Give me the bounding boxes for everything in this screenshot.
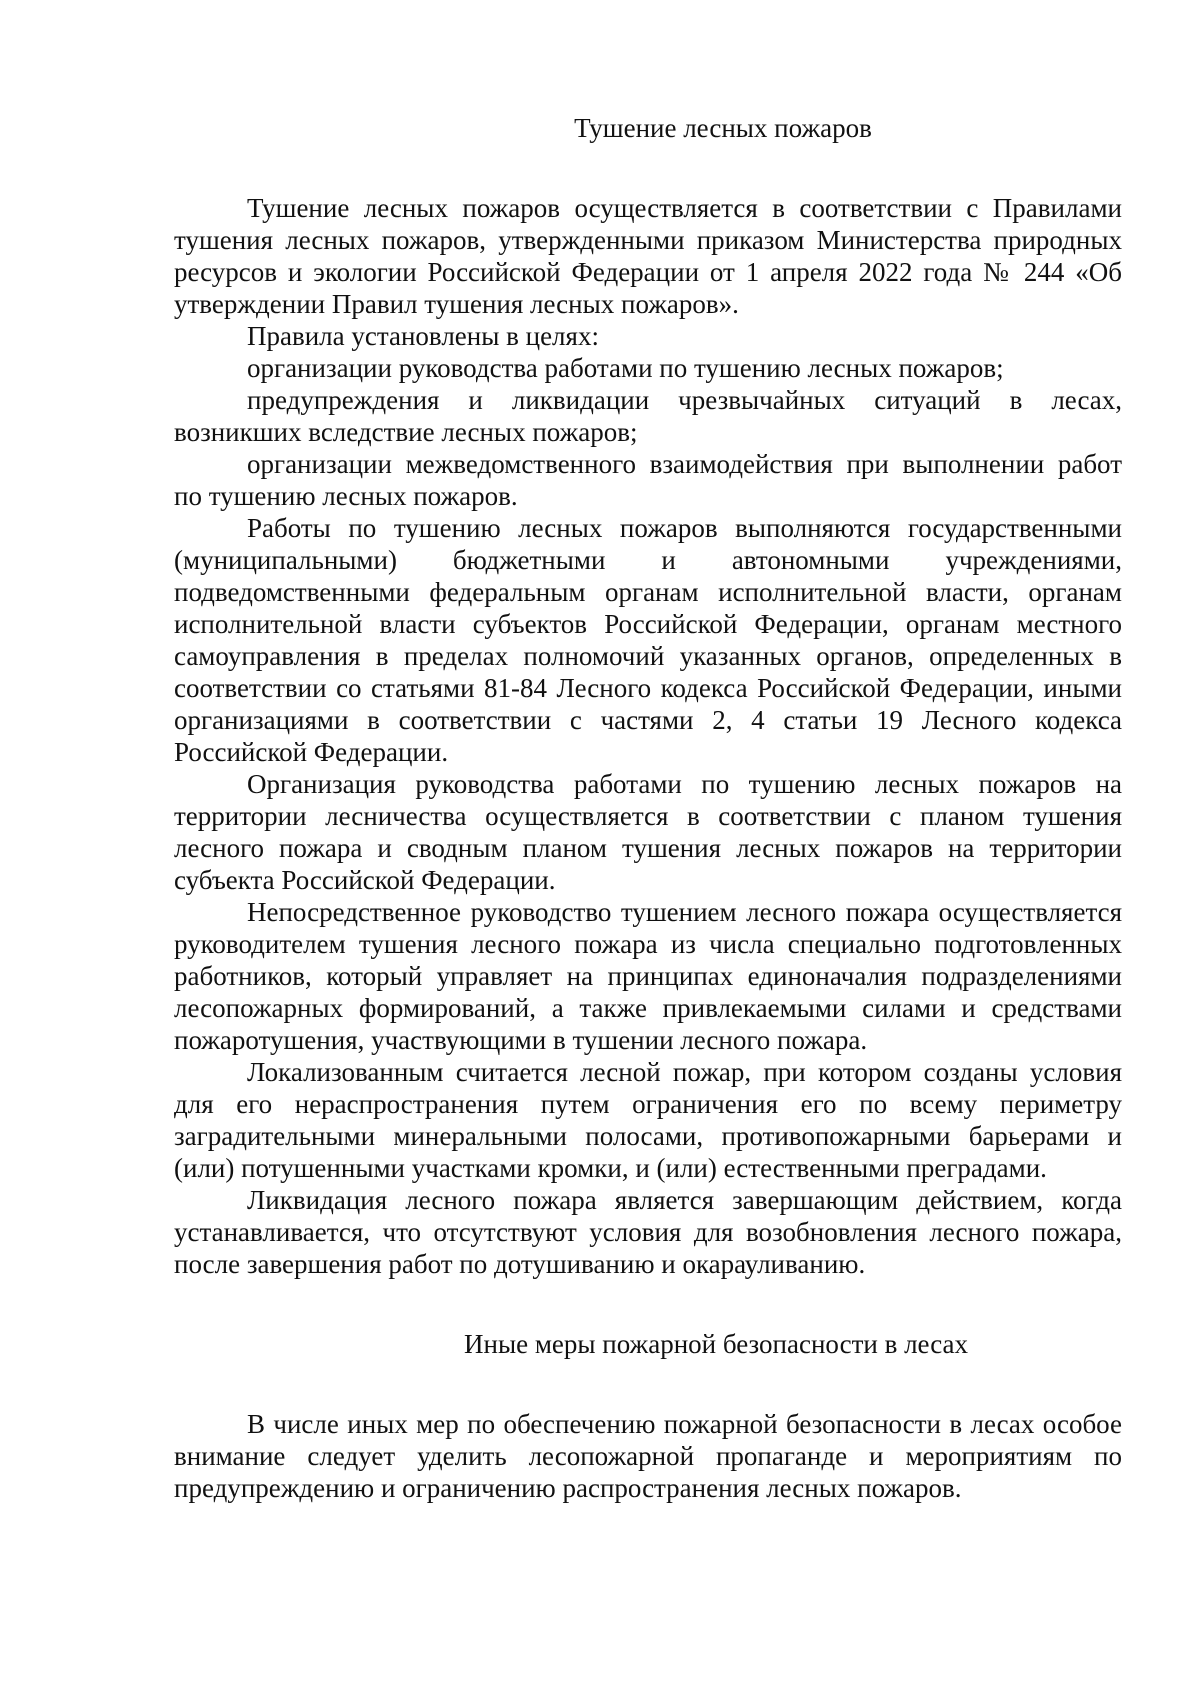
paragraph-rules-reference: Тушение лесных пожаров осуществляется в соответствии с Правилами тушения лесных пожаров, утвержденными приказом Министерства природных ресурсов и экологии Российской Федерации от 1 апреля 2022 года № 244 «Об утверждении Правил тушения лесных пожаров». xyxy=(174,193,1122,319)
paragraph-fire-propaganda: В числе иных мер по обеспечению пожарной безопасности в лесах особое внимание следует уделить лесопожарной пропаганде и мероприятиям по предупреждению и ограничению распространения лесных пожаров. xyxy=(174,1409,1122,1503)
paragraph-organization-plan: Организация руководства работами по тушению лесных пожаров на территории лесничества осуществляется в соответствии с планом тушения лесного пожара и сводным планом тушения лесных пожаров на территории субъекта Российской Федерации. xyxy=(174,769,1122,895)
paragraph-rules-purposes: Правила установлены в целях: xyxy=(247,321,599,351)
paragraph-purpose-interagency: организации межведомственного взаимодействия при выполнении работ по тушению лесных пожаров. xyxy=(174,449,1122,511)
paragraph-direct-leadership: Непосредственное руководство тушением лесного пожара осуществляется руководителем тушения лесного пожара из числа специально подготовленных работников, который управляет на принципах единоначалия подразделениями лесопожарных формирований, а также привлекаемыми силами и средствами пожаротушения, участвующими в тушении лесного пожара. xyxy=(174,897,1122,1055)
paragraph-executing-organizations: Работы по тушению лесных пожаров выполняются государственными (муниципальными) бюджетными и автономными учреждениями, подведомственными федеральным органам исполнительной власти, органам исполнительной власти субъектов Российской Федерации, органам местного самоуправления в пределах полномочий указанных органов, определенных в соответствии со статьями 81-84 Лесного кодекса Российской Федерации, иными организациями в соответствии с частями 2, 4 статьи 19 Лесного кодекса Российской Федерации. xyxy=(174,513,1122,767)
section-title-other-measures: Иные меры пожарной безопасности в лесах xyxy=(464,1329,968,1359)
document-body xyxy=(174,112,1122,1504)
paragraph-fire-liquidation: Ликвидация лесного пожара является завершающим действием, когда устанавливается, что отсутствуют условия для возобновления лесного пожара, после завершения работ по дотушиванию и окарауливанию. xyxy=(174,1185,1122,1279)
paragraph-purpose-emergency: предупреждения и ликвидации чрезвычайных ситуаций в лесах, возникших вследствие лесных пожаров; xyxy=(174,385,1122,447)
section-title-forest-fire-suppression: Тушение лесных пожаров xyxy=(574,113,872,143)
paragraph-localized-fire: Локализованным считается лесной пожар, при котором созданы условия для его нераспространения путем ограничения его по всему периметру заградительными минеральными полосами, противопожарными барьерами и (или) потушенными участками кромки, и (или) естественными преградами. xyxy=(174,1057,1122,1183)
paragraph-purpose-management: организации руководства работами по тушению лесных пожаров; xyxy=(247,353,1004,383)
